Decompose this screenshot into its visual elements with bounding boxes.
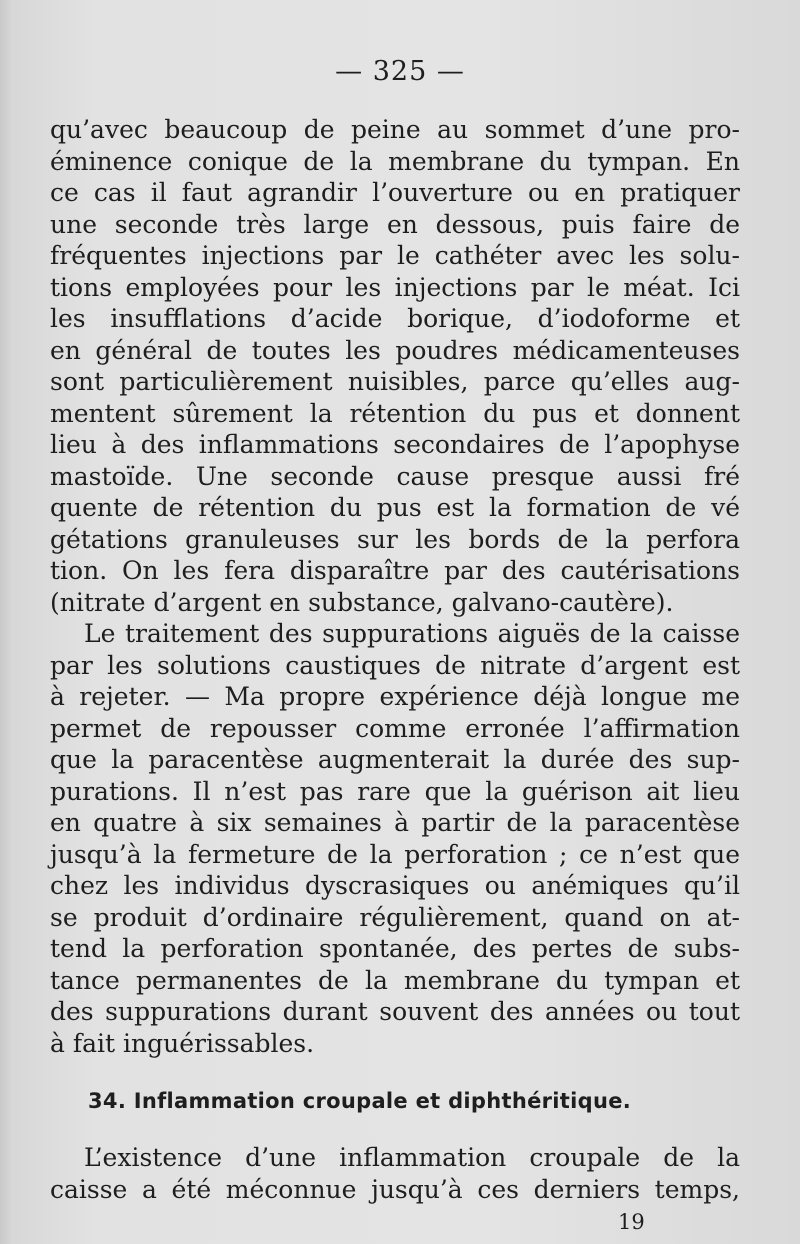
text-line: à rejeter. — Ma propre expérience déjà longue me [50,682,740,711]
text-line: à fait inguérissables. [50,1028,315,1058]
text-line: (nitrate d’argent en substance, galvano-cautère). [50,587,674,617]
text-line: tion. On les fera disparaître par des cautérisations [50,556,740,585]
page-gutter-shadow [0,0,12,1244]
text-line: quente de rétention du pus est la formation de vé [50,493,740,522]
text-line: une seconde très large en dessous, puis faire de [50,209,740,239]
text-line: jusqu’à la fermeture de la perforation ; ce n’est que [50,839,740,869]
text-line: lieu à des inflammations secondaires de l’apophyse [50,430,740,459]
text-line: qu’avec beaucoup de peine au sommet d’une pro- [50,115,740,144]
text-line-paragraph-start: L’existence d’une inflammation croupale de la [84,1143,740,1172]
text-line: caisse a été méconnue jusqu’à ces derniers temps, [50,1174,740,1204]
text-line: par les solutions caustiques de nitrate d’argent est [50,650,740,680]
text-line: tance permanentes de la membrane du tympan et [50,965,740,995]
section-heading: 34. Inflammation croupale et diphthéritique. [88,1089,632,1113]
text-line: mentent sûrement la rétention du pus et donnent [50,398,740,428]
text-line: que la paracentèse augmenterait la durée des sup- [50,745,740,774]
text-line: permet de repousser comme erronée l’affirmation [50,713,740,743]
text-line: purations. Il n’est pas rare que la guérison ait lieu [50,776,740,806]
section-body-text [50,1142,740,1205]
text-line: en général de toutes les poudres médicamenteuses [50,335,740,365]
text-line: en quatre à six semaines à partir de la paracentèse [50,808,740,837]
text-line: chez les individus dyscrasiques ou anémiques qu’il [50,871,740,900]
signature-mark: 19 [618,1210,645,1234]
text-line: éminence conique de la membrane du tympan. En [50,146,740,176]
text-line: mastoïde. Une seconde cause presque aussi fré [50,461,740,491]
text-line: se produit d’ordinaire régulièrement, quand on at- [50,902,740,932]
text-line: des suppurations durant souvent des années ou tout [50,997,740,1026]
text-line: tions employées pour les injections par le méat. Ici [50,272,740,302]
text-line: tend la perforation spontanée, des pertes de subs- [50,934,740,963]
text-line: ce cas il faut agrandir l’ouverture ou en pratiquer [50,178,740,207]
body-text [50,114,740,1059]
text-line: sont particulièrement nuisibles, parce qu’elles aug- [50,367,740,396]
text-line: les insufflations d’acide borique, d’iodoforme et [50,304,740,333]
text-line: fréquentes injections par le cathéter avec les solu- [50,241,740,270]
page-number: — 325 — [335,56,465,87]
text-line: gétations granuleuses sur les bords de la perfora [50,524,740,554]
text-line-paragraph-start: Le traitement des suppurations aiguës de la caisse [84,619,740,648]
